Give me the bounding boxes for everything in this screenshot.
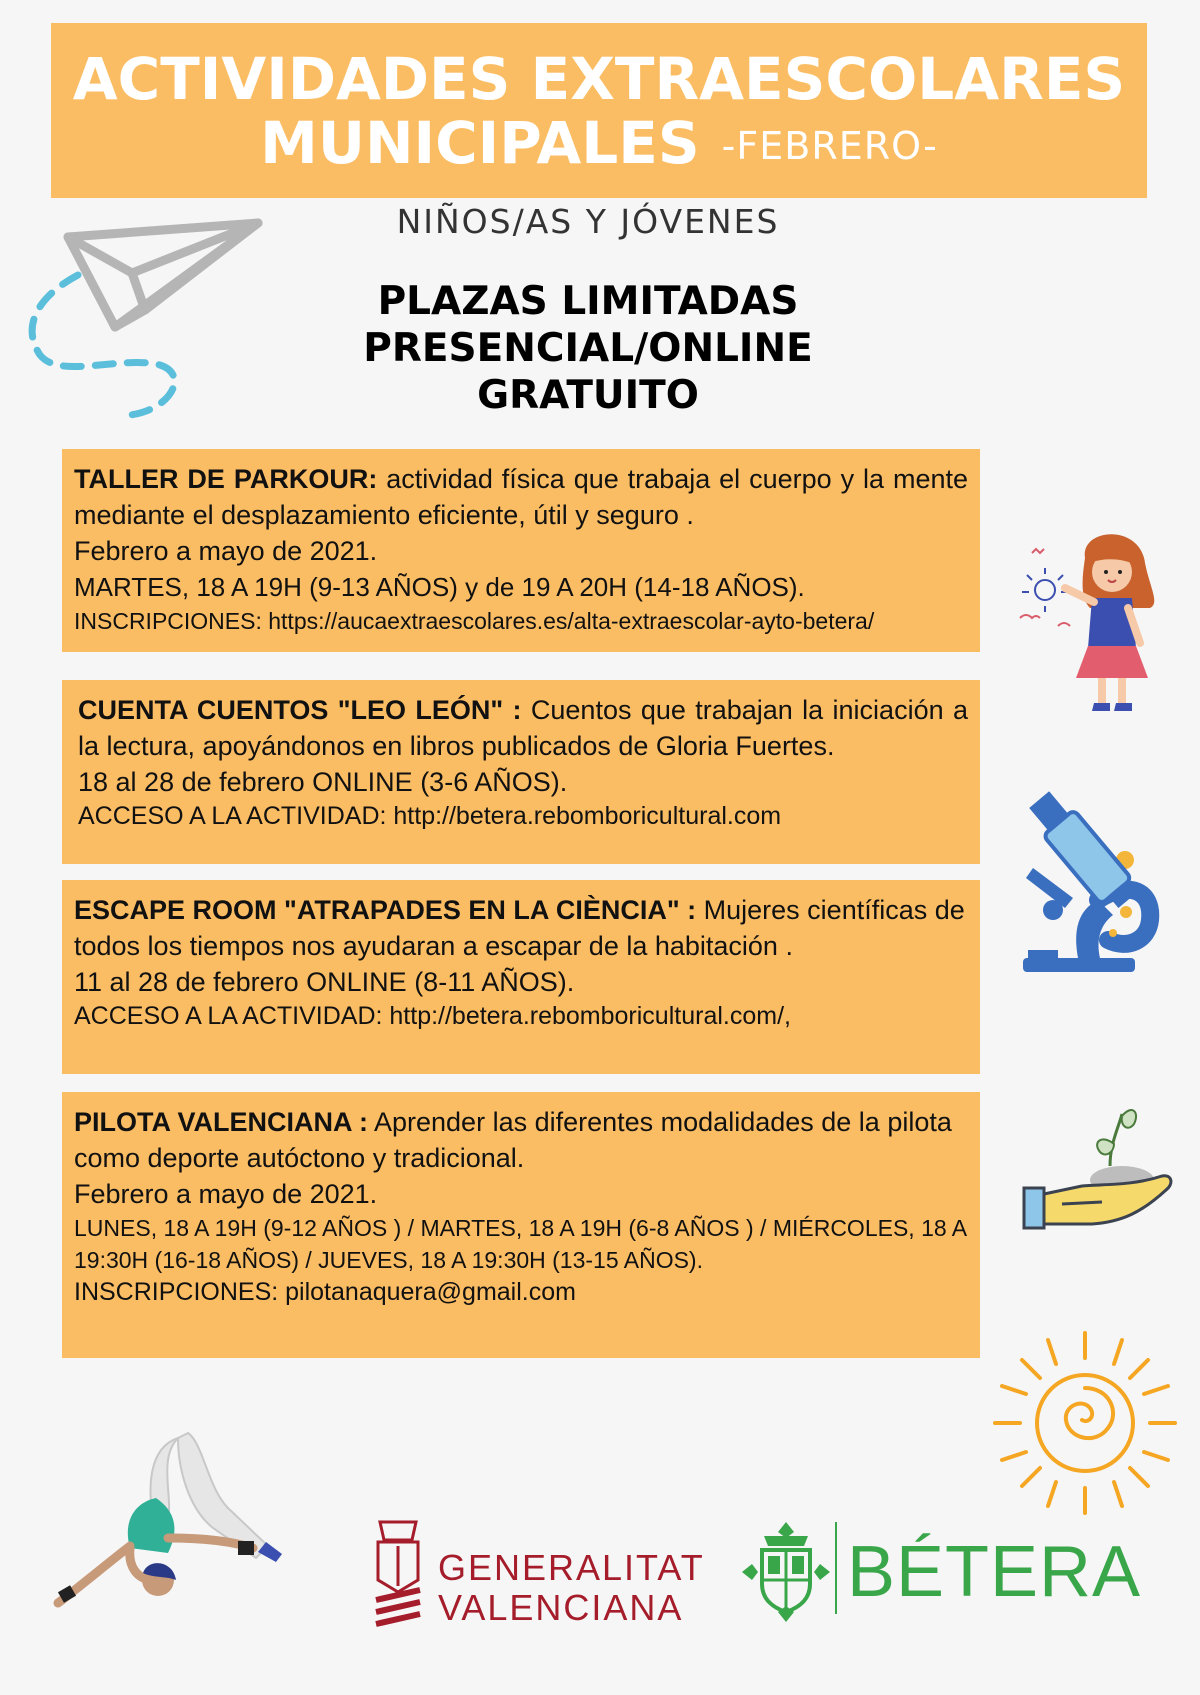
activity-name: CUENTA CUENTOS "LEO LEÓN" : [78,695,522,725]
activity-title-parkour [74,461,968,533]
title-line2: MUNICIPALES [260,109,700,177]
activity-registration-email[interactable]: INSCRIPCIONES: pilotanaquera@gmail.com [74,1278,576,1306]
microscope-icon [1018,790,1178,985]
generalitat-crest-icon [372,1520,424,1630]
title-line1: ACTIVIDADES EXTRAESCOLARES [72,45,1126,113]
activity-access-link[interactable]: ACCESO A LA ACTIVIDAD: http://betera.rebomboricultural.com/, [74,1002,791,1030]
title-line2-row [51,109,1147,192]
activity-card-escape-room [62,880,980,1074]
activity-name: TALLER DE PARKOUR: [74,464,378,494]
generalitat-text [438,1548,705,1628]
audience-subtitle: NIÑOS/AS Y JÓVENES [396,202,780,241]
activity-registration-link[interactable]: INSCRIPCIONES: https://aucaextraescolares.es/alta-extraescolar-ayto-betera/ [74,608,875,634]
activity-title-escape-room [74,892,968,964]
activity-card-parkour [62,449,980,652]
hand-plant-icon [1022,1104,1172,1234]
generalitat-line1: GENERALITAT [438,1547,705,1588]
girl-drawing-icon [1010,528,1180,718]
activity-card-pilota [62,1092,980,1358]
activity-description: Aprender las diferentes modalidades de la pilota como deporte autóctono y tradicional. [74,1107,952,1173]
activity-dates: Febrero a mayo de 2021. [74,1179,378,1209]
betera-divider [835,1522,837,1614]
activity-schedule: LUNES, 18 A 19H (9-12 AÑOS ) / MARTES, 18 A 19H (6-8 AÑOS ) / MIÉRCOLES, 18 A 19:30H (16-18 AÑOS) / JUEVES, 18 A 19:30H (13-15 AÑOS). [74,1215,966,1273]
activity-description: Mujeres científicas de todos los tiempos nos ayudaran a escapar de la habitación . [74,895,965,961]
highlight-free: GRATUITO [477,373,699,418]
activity-title-pilota [74,1104,968,1176]
activity-title-storytelling [78,692,968,764]
activity-dates: 11 al 28 de febrero ONLINE (8-11 AÑOS). [74,967,575,997]
dancer-icon [38,1428,308,1638]
sun-icon [990,1328,1180,1518]
activity-access-link[interactable]: ACCESO A LA ACTIVIDAD: http://betera.rebomboricultural.com [78,802,782,830]
highlight-limited-places: PLAZAS LIMITADAS [377,279,799,324]
paper-plane-icon [20,215,280,425]
betera-crest-icon [742,1522,830,1622]
betera-text: BÉTERA [847,1532,1142,1612]
month-label: -FEBRERO- [721,124,938,168]
activity-name: ESCAPE ROOM "ATRAPADES EN LA CIÈNCIA" : [74,895,697,925]
highlight-modality: PRESENCIAL/ONLINE [363,326,813,371]
activity-description: Cuentos que trabajan la iniciación a la lectura, apoyándonos en libros publicados de Gloria Fuertes. [78,695,968,761]
header-banner [51,23,1147,198]
activity-schedule: MARTES, 18 A 19H (9-13 AÑOS) y de 19 A 20H (14-18 AÑOS). [74,572,805,602]
activity-card-storytelling [62,680,980,864]
activity-description: actividad física que trabaja el cuerpo y la mente mediante el desplazamiento eficiente, útil y seguro . [74,464,969,530]
activity-dates: 18 al 28 de febrero ONLINE (3-6 AÑOS). [78,767,568,797]
generalitat-line2: VALENCIANA [438,1587,684,1628]
activity-name: PILOTA VALENCIANA : [74,1107,368,1137]
activity-dates: Febrero a mayo de 2021. [74,536,378,566]
